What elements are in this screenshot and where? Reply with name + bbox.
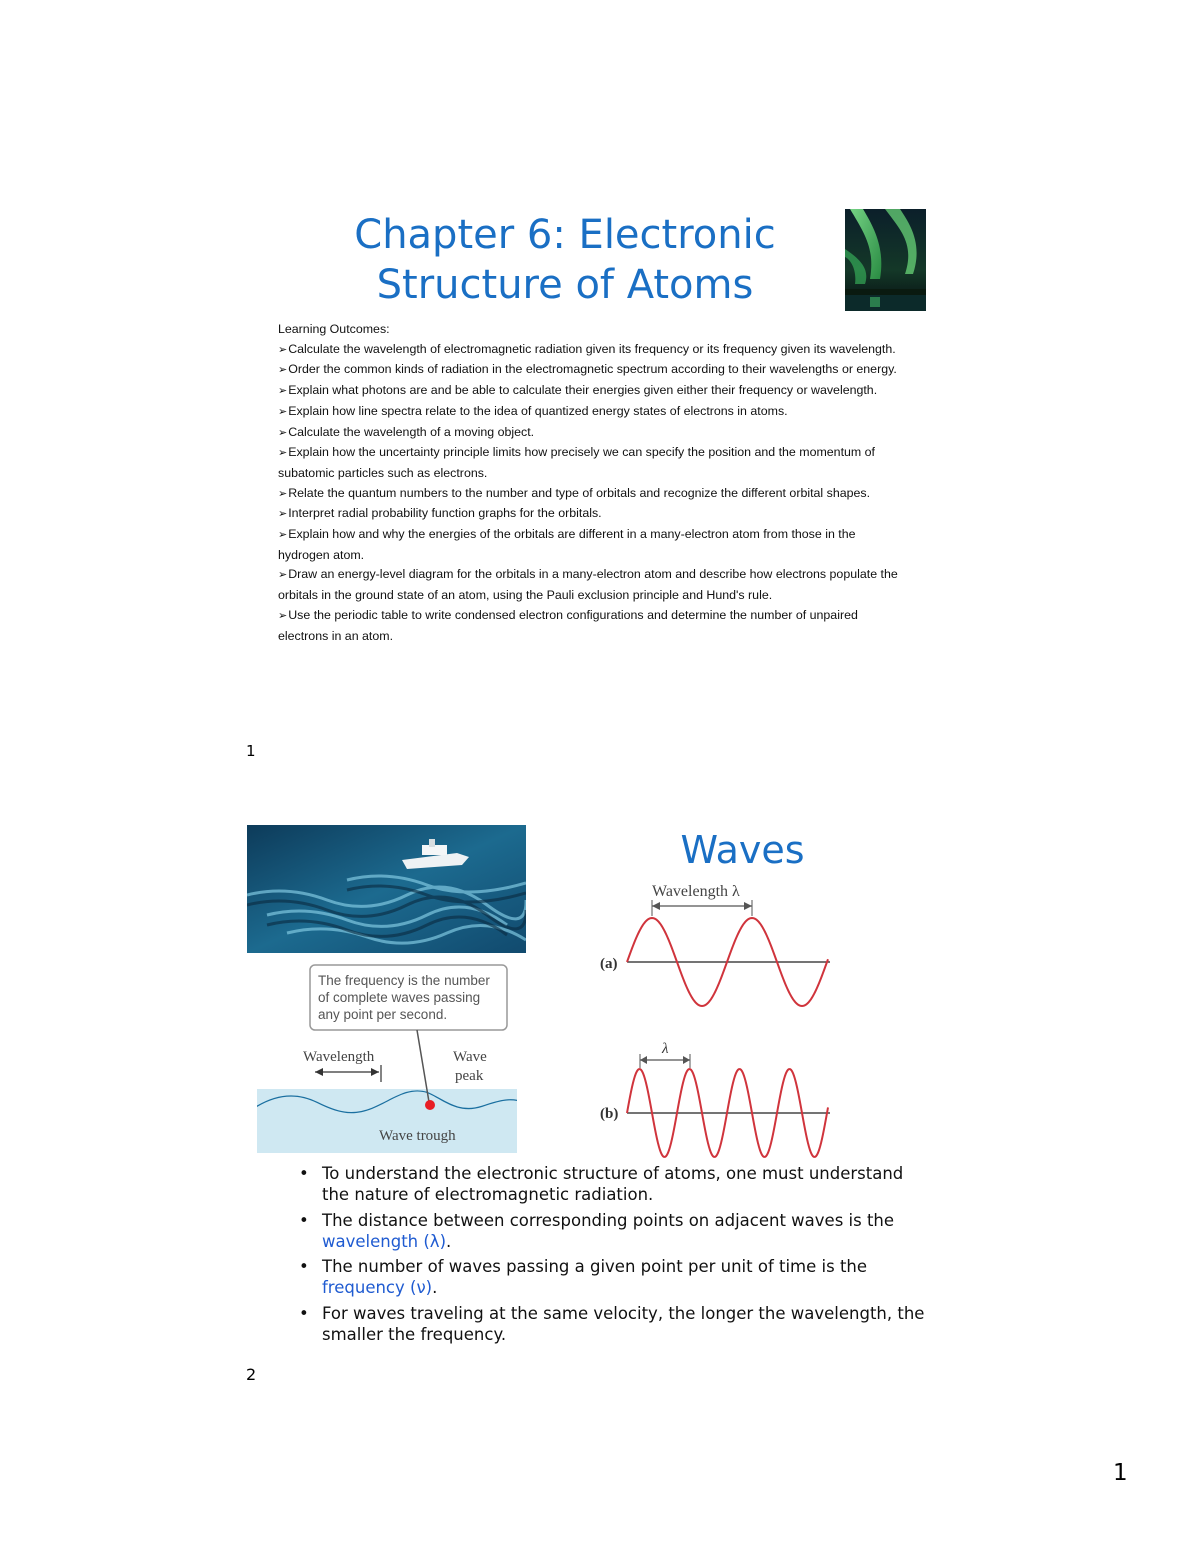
wavelength-lambda-label: Wavelength λ xyxy=(652,883,740,900)
callout-line-2: of complete waves passing xyxy=(318,990,481,1005)
chapter-title xyxy=(300,210,830,310)
lambda-label-b: λ xyxy=(662,1041,669,1057)
slide-number-1: 1 xyxy=(246,742,256,760)
water-wave-diagram xyxy=(257,957,517,1153)
panel-a-label: (a) xyxy=(600,956,618,972)
bullet-text-1: To understand the electronic structure of atoms, one must understand the nature of electromagnetic radiation. xyxy=(322,1164,904,1205)
outcome-item: ➢ Explain how and why the energies of the orbitals are different in a many-electron atom from those in the hydrogen atom. xyxy=(278,525,903,565)
aurora-photo xyxy=(845,209,926,311)
wavelength-term: wavelength (λ) xyxy=(322,1231,446,1251)
callout-line-1: The frequency is the number xyxy=(318,973,490,988)
wave-trough-label: Wave trough xyxy=(379,1128,456,1144)
callout-line-3: any point per second. xyxy=(318,1007,448,1022)
bullet-text-3: The number of waves passing a given point per unit of time is the xyxy=(322,1257,868,1277)
learning-outcomes xyxy=(278,320,903,646)
outcome-item: ➢ Explain how the uncertainty principle limits how precisely we can specify the position and the momentum of subatomic particles such as electrons. xyxy=(278,443,903,483)
outcomes-heading: Learning Outcomes: xyxy=(278,322,390,336)
bullet-text-2-end: . xyxy=(446,1231,452,1251)
bullet-item xyxy=(295,1210,935,1253)
boat-wake-photo xyxy=(247,825,526,953)
outcome-item: ➢ Order the common kinds of radiation in the electromagnetic spectrum according to their wavelengths or energy. xyxy=(278,360,903,381)
title-line-2: Structure of Atoms xyxy=(376,262,754,308)
outcome-item: ➢ Relate the quantum numbers to the number and type of orbitals and recognize the different orbital shapes. xyxy=(278,484,903,505)
bullet-text-4: For waves traveling at the same velocity, the longer the wavelength, the smaller the frequency. xyxy=(322,1303,925,1345)
bullet-item xyxy=(295,1163,935,1206)
wave-peak-label-2: peak xyxy=(455,1068,484,1084)
outcome-item: ➢ Calculate the wavelength of a moving object. xyxy=(278,423,903,444)
title-line-1: Chapter 6: Electronic xyxy=(354,212,776,258)
outcome-item: ➢ Explain what photons are and be able to calculate their energies given either their frequency or wavelength. xyxy=(278,381,903,402)
frequency-term: frequency (ν) xyxy=(322,1278,433,1298)
waves-title: Waves xyxy=(680,828,805,872)
panel-b-label: (b) xyxy=(600,1106,619,1122)
wavelength-label-left: Wavelength xyxy=(303,1049,375,1065)
wave-comparison-diagram xyxy=(590,878,840,1163)
bullet-list xyxy=(295,1163,935,1349)
bullet-text-3-end: . xyxy=(432,1278,438,1298)
bullet-item xyxy=(295,1256,935,1299)
outcome-item: ➢ Interpret radial probability function graphs for the orbitals. xyxy=(278,504,903,525)
wave-peak-label-1: Wave xyxy=(453,1049,487,1065)
page-number: 1 xyxy=(1113,1460,1128,1486)
outcome-item: ➢ Draw an energy-level diagram for the orbitals in a many-electron atom and describe how electrons populate the orbitals in the ground state of an atom, using the Pauli exclusion principle and Hund's rule. xyxy=(278,565,903,605)
slide-number-2: 2 xyxy=(246,1365,257,1384)
outcome-item: ➢ Use the periodic table to write condensed electron configurations and determine the number of unpaired electrons in an atom. xyxy=(278,606,903,646)
bullet-text-2: The distance between corresponding points on adjacent waves is the xyxy=(322,1210,895,1230)
outcome-item: ➢ Calculate the wavelength of electromagnetic radiation given its frequency or its frequency given its wavelength. xyxy=(278,340,903,361)
outcome-item: ➢ Explain how line spectra relate to the idea of quantized energy states of electrons in atoms. xyxy=(278,402,903,423)
bullet-item xyxy=(295,1303,935,1346)
